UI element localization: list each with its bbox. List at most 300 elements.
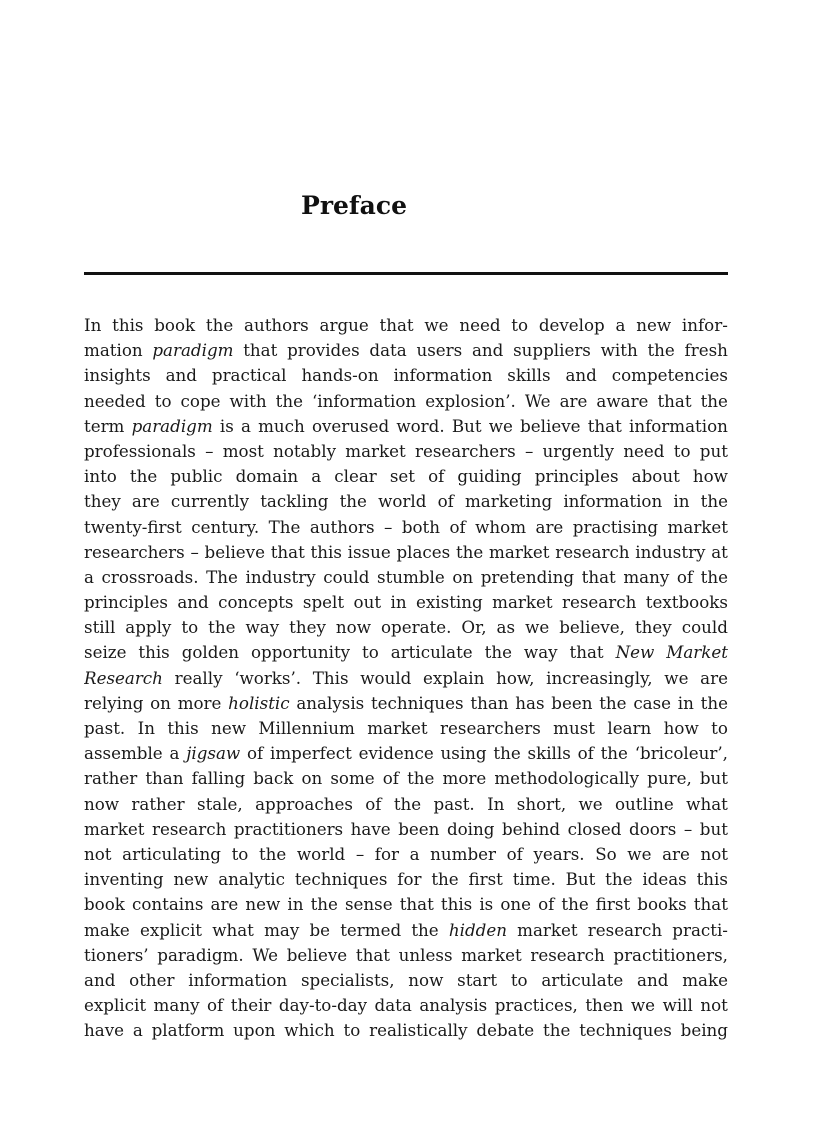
word — [334, 464, 377, 489]
text-run: market — [667, 516, 728, 537]
text-run: books — [637, 894, 687, 915]
text-run: not — [700, 995, 728, 1016]
word — [245, 892, 280, 917]
word — [231, 993, 272, 1018]
word — [457, 968, 497, 993]
word — [207, 993, 223, 1018]
word — [543, 439, 615, 464]
word — [175, 666, 223, 691]
text-run: not — [84, 843, 112, 864]
word — [511, 968, 528, 993]
word — [681, 1018, 728, 1043]
word — [260, 489, 328, 514]
text-run: century. — [191, 516, 260, 537]
text-run: this — [167, 718, 199, 738]
word — [430, 842, 496, 867]
text-run: back — [253, 768, 294, 789]
text-run: and — [565, 365, 597, 386]
text-run: practices, — [494, 995, 578, 1016]
italic-text: Market — [666, 642, 728, 663]
word — [311, 540, 342, 565]
word — [562, 590, 636, 615]
text-run: which — [284, 1020, 335, 1041]
text-run: opportunity — [251, 642, 351, 663]
text-run: the — [700, 692, 728, 713]
word — [517, 792, 566, 817]
text-run: past. — [84, 718, 126, 738]
word — [241, 414, 251, 439]
text-run: researchers — [84, 541, 185, 562]
word — [396, 414, 444, 439]
word — [177, 590, 208, 615]
text-run: many — [623, 566, 670, 587]
word — [525, 389, 551, 414]
word — [457, 464, 521, 489]
word — [642, 867, 686, 892]
word — [84, 943, 149, 968]
text-run: number — [430, 843, 497, 864]
text-run: the — [600, 743, 628, 764]
text-run: This — [312, 667, 349, 688]
text-run: specialists, — [300, 969, 395, 990]
word — [565, 363, 596, 388]
word — [416, 338, 462, 363]
text-run: what — [212, 919, 254, 940]
word — [311, 464, 321, 489]
word — [354, 590, 382, 615]
word — [359, 741, 434, 766]
word — [637, 892, 686, 917]
text-run: are — [131, 491, 160, 512]
word — [496, 666, 534, 691]
word — [269, 515, 301, 540]
text-run: into — [84, 466, 117, 487]
word — [255, 792, 353, 817]
text-run: ‘bricoleur’, — [634, 743, 728, 764]
text-run: a — [615, 315, 626, 335]
text-run: now — [335, 617, 371, 638]
word — [517, 918, 577, 943]
word — [169, 741, 179, 766]
word — [84, 716, 125, 741]
text-run: approaches — [255, 793, 353, 814]
text-run: this — [310, 541, 342, 562]
italic-text: hidden — [448, 919, 507, 940]
text-run: – — [205, 440, 214, 461]
italic-text: New — [615, 642, 655, 663]
text-run: research — [152, 818, 227, 839]
word — [311, 892, 338, 917]
word — [84, 691, 143, 716]
word — [166, 363, 197, 388]
word — [133, 1018, 143, 1043]
word — [276, 389, 303, 414]
word — [535, 464, 619, 489]
text-line — [84, 313, 728, 338]
word — [178, 691, 222, 716]
text-run: pretending — [480, 566, 575, 587]
text-run: ‘works’. — [234, 667, 302, 688]
word — [447, 817, 495, 842]
word — [561, 892, 588, 917]
text-run: word. — [396, 415, 445, 436]
text-run: platform — [151, 1020, 225, 1041]
text-run: outline — [615, 793, 674, 814]
word — [568, 817, 622, 842]
text-run: techniques — [579, 1020, 672, 1041]
text-run: on — [452, 566, 474, 587]
text-run: most — [222, 440, 264, 461]
word — [297, 842, 345, 867]
text-run: increasingly, — [546, 667, 653, 688]
word — [84, 439, 196, 464]
text-run: We — [524, 390, 551, 411]
word — [441, 892, 472, 917]
text-run: tackling — [260, 491, 329, 512]
word — [301, 766, 322, 791]
text-run: clear — [334, 466, 377, 487]
text-run: But — [451, 415, 482, 436]
text-run: believe — [286, 944, 348, 965]
text-run: techniques — [294, 869, 388, 890]
text-run: at — [711, 541, 728, 562]
text-run: behind — [502, 818, 561, 839]
text-run: we — [578, 793, 603, 814]
text-line — [84, 741, 728, 766]
word — [130, 464, 157, 489]
text-run: they — [84, 491, 121, 512]
text-run: of — [676, 566, 694, 587]
word — [507, 842, 523, 867]
text-run: explicit — [139, 919, 202, 940]
word — [396, 540, 450, 565]
text-run: the — [275, 390, 303, 411]
word — [336, 615, 371, 640]
word — [646, 590, 728, 615]
text-run: the — [455, 541, 484, 562]
text-run: existing — [416, 592, 483, 613]
word — [555, 540, 629, 565]
word — [258, 716, 354, 741]
text-run: more — [442, 768, 487, 789]
word — [211, 716, 246, 741]
text-run: but — [699, 818, 728, 839]
text-run: textbooks — [645, 592, 728, 613]
word — [402, 515, 440, 540]
word — [273, 439, 336, 464]
text-run: the — [339, 491, 367, 512]
word — [398, 817, 439, 842]
word — [633, 691, 671, 716]
text-run: to — [154, 390, 172, 411]
text-run: market — [84, 818, 145, 839]
word — [588, 918, 662, 943]
text-run: world — [296, 843, 346, 864]
text-run: on — [301, 768, 323, 789]
word — [635, 741, 728, 766]
word — [287, 892, 303, 917]
text-line — [84, 792, 728, 817]
word — [192, 766, 246, 791]
text-run: this — [440, 894, 473, 915]
text-line — [84, 842, 728, 867]
word — [230, 389, 267, 414]
text-run: could — [323, 566, 370, 587]
word — [536, 515, 564, 540]
word — [416, 590, 483, 615]
word — [419, 993, 487, 1018]
text-run: using — [440, 743, 487, 764]
word — [539, 313, 605, 338]
word — [595, 842, 616, 867]
word — [415, 439, 516, 464]
word — [700, 817, 728, 842]
text-run: marketing — [464, 491, 553, 512]
text-run: and — [165, 365, 197, 386]
text-run: Millennium — [258, 718, 355, 738]
word — [84, 842, 112, 867]
word — [682, 615, 728, 640]
word — [563, 489, 662, 514]
word — [573, 515, 658, 540]
text-run: the — [258, 843, 287, 864]
word — [677, 565, 693, 590]
text-line — [84, 993, 728, 1018]
text-run: world — [378, 491, 427, 512]
word — [84, 363, 151, 388]
word — [469, 867, 503, 892]
word — [84, 489, 121, 514]
word — [407, 766, 434, 791]
text-run: for — [374, 843, 399, 864]
text-line — [84, 489, 728, 514]
word — [423, 666, 484, 691]
word — [84, 741, 163, 766]
text-run: seize — [84, 642, 127, 663]
word — [287, 338, 360, 363]
text-run: is — [219, 415, 234, 436]
word — [585, 993, 623, 1018]
word — [632, 464, 680, 489]
text-run: to — [673, 440, 691, 461]
word — [582, 565, 616, 590]
text-run: term — [84, 415, 125, 436]
text-run: about — [631, 466, 680, 487]
word — [701, 389, 728, 414]
text-run: to — [231, 843, 249, 864]
word — [663, 993, 693, 1018]
text-run: information — [563, 491, 663, 512]
text-run: now — [84, 793, 120, 814]
text-run: of — [428, 466, 445, 487]
text-run: professionals — [84, 440, 196, 461]
text-run: the — [647, 340, 675, 361]
word — [125, 615, 171, 640]
text-run: this — [138, 642, 170, 663]
text-run: have — [350, 818, 391, 839]
italic-text: paradigm — [131, 415, 213, 436]
word — [616, 640, 655, 665]
word — [152, 1018, 225, 1043]
text-run: rather — [84, 768, 138, 789]
word — [244, 313, 309, 338]
text-run: researchers — [440, 718, 541, 738]
text-run: they — [634, 617, 672, 638]
text-run: to — [511, 315, 529, 335]
text-run: that — [569, 642, 604, 663]
text-run: ‘information — [311, 390, 417, 411]
text-run: issue — [347, 541, 391, 562]
text-run: that — [243, 340, 278, 361]
word — [623, 565, 669, 590]
text-run: the — [561, 894, 589, 915]
text-run: a — [409, 843, 420, 864]
word — [397, 867, 421, 892]
text-run: market — [517, 919, 578, 940]
word — [383, 766, 399, 791]
word — [232, 842, 249, 867]
text-run: are — [662, 843, 690, 864]
word — [223, 439, 264, 464]
word — [132, 414, 213, 439]
word — [635, 540, 705, 565]
word — [605, 867, 632, 892]
text-line — [84, 691, 728, 716]
word — [131, 792, 184, 817]
word — [664, 666, 688, 691]
text-run: this — [112, 315, 144, 335]
word — [551, 691, 592, 716]
text-run: that — [657, 390, 692, 411]
text-run: overused — [311, 415, 390, 436]
text-run: explosion’. — [425, 390, 516, 411]
word — [400, 892, 434, 917]
text-run: hands-on — [301, 365, 379, 386]
text-line — [84, 540, 728, 565]
text-run: believe, — [559, 617, 625, 638]
text-run: many — [153, 995, 200, 1016]
text-run: how — [692, 466, 728, 487]
word — [150, 691, 171, 716]
word — [138, 640, 169, 665]
text-run: with — [229, 390, 267, 411]
text-run: skills — [527, 743, 571, 764]
word — [528, 741, 571, 766]
word — [312, 414, 389, 439]
text-run: – — [190, 541, 199, 562]
text-run: doing — [446, 818, 495, 839]
text-line — [84, 666, 728, 691]
word — [259, 842, 286, 867]
word — [497, 615, 516, 640]
word — [476, 1018, 534, 1043]
word — [295, 867, 388, 892]
word — [212, 363, 287, 388]
word — [500, 892, 531, 917]
text-run: The — [206, 566, 238, 587]
word — [251, 640, 350, 665]
text-run: their — [230, 995, 272, 1016]
text-run: the — [205, 315, 234, 335]
text-run: debate — [476, 1020, 535, 1041]
word — [485, 640, 512, 665]
text-run: methodologically — [494, 768, 640, 789]
word — [441, 741, 487, 766]
text-run: need — [459, 315, 501, 335]
word — [493, 741, 520, 766]
word — [647, 338, 674, 363]
text-run: as — [496, 617, 516, 638]
text-run: really — [174, 667, 223, 688]
text-run: of — [506, 843, 523, 864]
word — [700, 766, 728, 791]
text-run: of — [437, 491, 454, 512]
text-run: argue — [319, 315, 369, 335]
word — [530, 943, 604, 968]
text-line — [84, 943, 728, 968]
italic-text: jigsaw — [186, 743, 241, 764]
text-run: the — [543, 1020, 571, 1041]
text-run: that — [270, 541, 305, 562]
text-run: information — [393, 365, 493, 386]
text-run: the — [407, 768, 435, 789]
text-run: to — [181, 617, 199, 638]
word — [188, 968, 287, 993]
text-run: skills — [507, 365, 551, 386]
word — [365, 792, 381, 817]
text-run: first — [468, 869, 503, 890]
word — [84, 540, 185, 565]
word — [525, 615, 549, 640]
text-run: relying — [84, 692, 144, 713]
word — [631, 993, 655, 1018]
text-run: still — [84, 617, 116, 638]
word — [340, 489, 367, 514]
text-run: to — [343, 1020, 361, 1041]
text-run: is — [479, 894, 494, 915]
word — [264, 918, 299, 943]
text-run: we — [424, 315, 449, 335]
text-run: are — [210, 894, 239, 915]
text-line — [84, 918, 728, 943]
text-run: and — [637, 969, 669, 990]
text-run: insights — [84, 365, 151, 386]
text-run: some — [330, 768, 375, 789]
word — [511, 313, 528, 338]
text-run: explain — [423, 667, 485, 688]
text-run: realistically — [369, 1020, 468, 1041]
text-run: way — [245, 617, 280, 638]
text-run: they — [289, 617, 326, 638]
word — [431, 867, 458, 892]
text-run: of — [207, 995, 224, 1016]
word — [390, 464, 415, 489]
text-run: how, — [496, 667, 535, 688]
word — [197, 792, 243, 817]
text-run: first — [595, 894, 631, 915]
text-run: analytic — [218, 869, 285, 890]
text-run: The — [268, 516, 301, 537]
text-run: in — [390, 592, 407, 613]
word — [369, 338, 406, 363]
word — [152, 817, 226, 842]
text-run: the — [599, 692, 627, 713]
italic-text: holistic — [228, 692, 290, 713]
text-run: past. — [433, 793, 475, 814]
text-run: – — [524, 440, 534, 461]
word — [309, 918, 330, 943]
text-run: authors — [244, 315, 309, 335]
